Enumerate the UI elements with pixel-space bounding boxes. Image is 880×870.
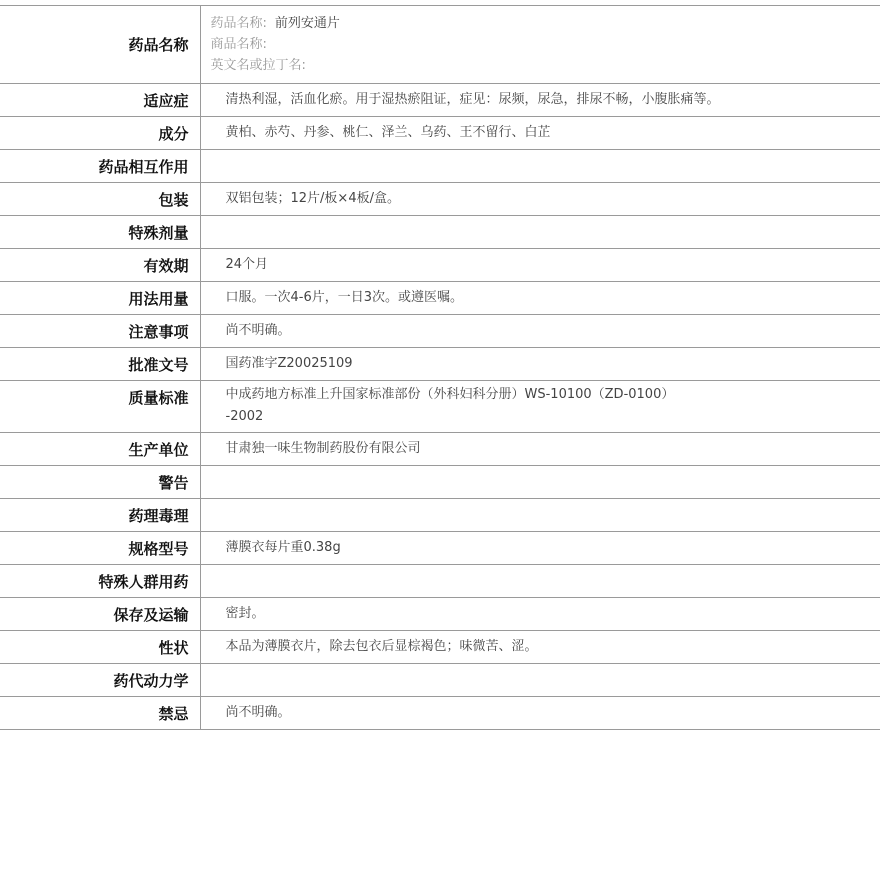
row-manufacturer	[0, 433, 880, 466]
label-description: 性状	[0, 631, 200, 664]
row-special-dosage	[0, 216, 880, 249]
label-indications: 适应症	[0, 84, 200, 117]
value-drug-name	[200, 6, 880, 84]
row-special-populations	[0, 565, 880, 598]
row-pharmacokinetics	[0, 664, 880, 697]
value-special-dosage	[200, 216, 880, 249]
row-precautions	[0, 315, 880, 348]
label-packaging: 包装	[0, 183, 200, 216]
row-drug-name	[0, 6, 880, 84]
drug-info-table	[0, 5, 880, 730]
value-storage: 密封。	[225, 606, 265, 621]
quality-standard-line2: -2002	[225, 409, 264, 424]
row-pharmacology	[0, 499, 880, 532]
value-specification: 薄膜衣每片重0.38g	[225, 540, 341, 555]
label-specification: 规格型号	[0, 532, 200, 565]
label-pharmacokinetics: 药代动力学	[0, 664, 200, 697]
label-warning: 警告	[0, 466, 200, 499]
label-storage: 保存及运输	[0, 598, 200, 631]
row-usage	[0, 282, 880, 315]
label-special-dosage: 特殊剂量	[0, 216, 200, 249]
value-description: 本品为薄膜衣片，除去包衣后显棕褐色；味微苦、涩。	[225, 639, 538, 654]
row-ingredients	[0, 117, 880, 150]
trade-name-label: 商品名称:	[210, 37, 267, 52]
value-pharmacology	[200, 499, 880, 532]
value-indications: 清热利湿，活血化瘀。用于湿热瘀阻证，症见：尿频，尿急，排尿不畅，小腹胀痛等。	[225, 92, 720, 107]
label-ingredients: 成分	[0, 117, 200, 150]
value-special-populations	[200, 565, 880, 598]
value-pharmacokinetics	[200, 664, 880, 697]
row-quality-standard	[0, 381, 880, 433]
quality-standard-line1: 中成药地方标准上升国家标准部份（外科妇科分册）WS-10100（ZD-0100）	[225, 387, 675, 402]
value-interactions	[200, 150, 880, 183]
row-interactions	[0, 150, 880, 183]
value-manufacturer: 甘肃独一味生物制药股份有限公司	[225, 441, 421, 456]
generic-name-label: 药品名称:	[210, 16, 267, 31]
row-storage	[0, 598, 880, 631]
value-packaging: 双铝包装；12片/板×4板/盒。	[225, 191, 400, 206]
label-quality-standard: 质量标准	[0, 381, 200, 433]
row-warning	[0, 466, 880, 499]
row-indications	[0, 84, 880, 117]
generic-name-value: 前列安通片	[274, 16, 340, 31]
label-manufacturer: 生产单位	[0, 433, 200, 466]
label-precautions: 注意事项	[0, 315, 200, 348]
row-approval-number	[0, 348, 880, 381]
row-packaging	[0, 183, 880, 216]
label-approval-number: 批准文号	[0, 348, 200, 381]
value-quality-standard	[200, 381, 880, 433]
value-contraindications: 尚不明确。	[225, 705, 291, 720]
value-usage: 口服。一次4-6片，一日3次。或遵医嘱。	[225, 290, 464, 305]
english-name-label: 英文名或拉丁名:	[210, 58, 306, 73]
label-pharmacology: 药理毒理	[0, 499, 200, 532]
label-interactions: 药品相互作用	[0, 150, 200, 183]
label-contraindications: 禁忌	[0, 697, 200, 730]
label-special-populations: 特殊人群用药	[0, 565, 200, 598]
value-precautions: 尚不明确。	[225, 323, 291, 338]
label-shelf-life: 有效期	[0, 249, 200, 282]
value-warning	[200, 466, 880, 499]
value-shelf-life: 24个月	[225, 257, 269, 272]
row-specification	[0, 532, 880, 565]
row-shelf-life	[0, 249, 880, 282]
label-usage: 用法用量	[0, 282, 200, 315]
value-approval-number: 国药准字Z20025109	[225, 356, 353, 371]
label-drug-name: 药品名称	[0, 6, 200, 84]
row-contraindications	[0, 697, 880, 730]
row-description	[0, 631, 880, 664]
value-ingredients: 黄柏、赤芍、丹参、桃仁、泽兰、乌药、王不留行、白芷	[225, 125, 551, 140]
